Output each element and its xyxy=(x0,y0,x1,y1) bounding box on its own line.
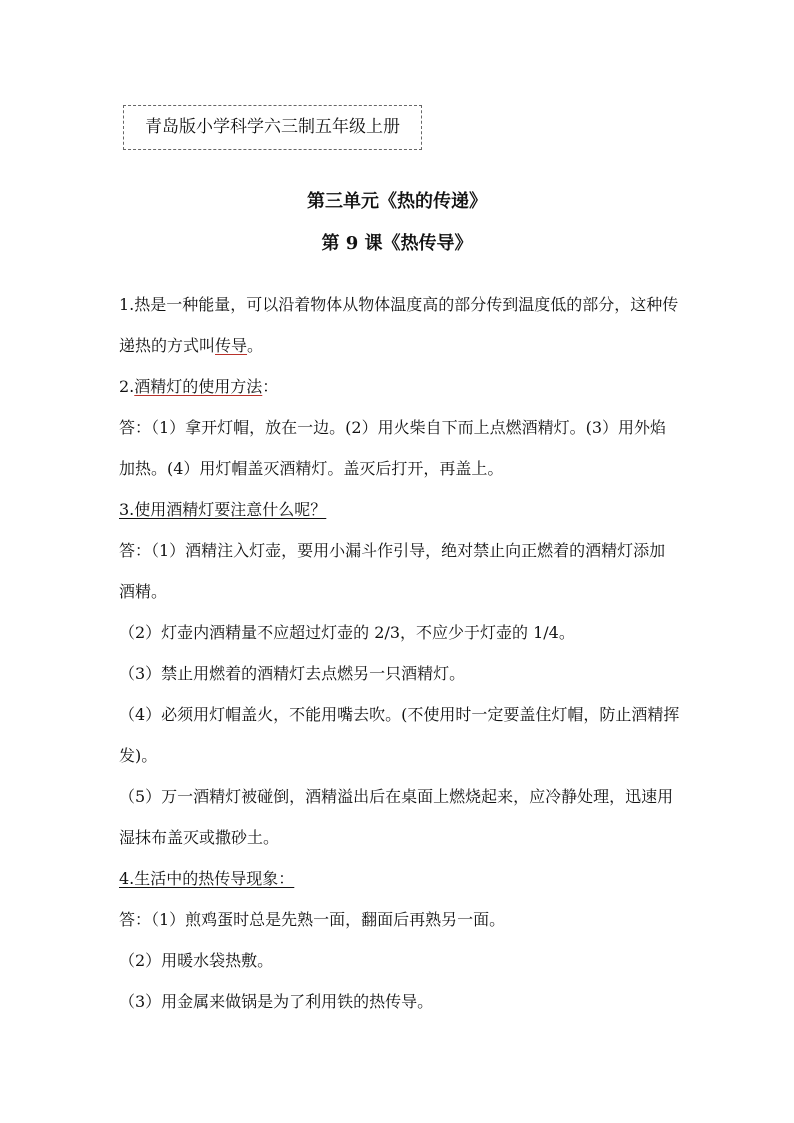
q4-answer-line: （3）用金属来做锅是为了利用铁的热传导。 xyxy=(119,992,434,1011)
q4-question-line xyxy=(119,858,679,899)
q4-answer-line: （2）用暖水袋热敷。 xyxy=(119,951,274,970)
q4-question: 4.生活中的热传导现象： xyxy=(119,869,295,888)
q3-answer-line: 湿抹布盖灭或撒砂土。 xyxy=(119,828,280,847)
q3-question-line xyxy=(119,489,679,530)
q2-question: 酒精灯的使用方法 xyxy=(134,377,263,396)
q1-line-1: 1.热是一种能量，可以沿着物体从物体温度高的部分传到温度低的部分，这种传 xyxy=(119,295,679,314)
q3-answer-line: （3）禁止用燃着的酒精灯去点燃另一只酒精灯。 xyxy=(119,664,466,683)
q3-answer-line: 发)。 xyxy=(119,746,158,765)
q1-answer: 传导 xyxy=(215,336,248,355)
document-body xyxy=(119,284,679,1022)
q2-answer-line-2: 加热。(4）用灯帽盖灭酒精灯。盖灭后打开，再盖上。 xyxy=(119,459,504,478)
q2-answer-line-1: 答：（1）拿开灯帽，放在一边。(2）用火柴自下而上点燃酒精灯。(3）用外焰 xyxy=(119,418,667,437)
q3-answer-line: 酒精。 xyxy=(119,582,168,601)
q1-suffix: 。 xyxy=(247,336,264,355)
q2-colon: ： xyxy=(262,377,279,396)
q4-answer-line: 答：（1）煎鸡蛋时总是先熟一面，翻面后再熟另一面。 xyxy=(119,910,506,929)
header-badge: 青岛版小学科学六三制五年级上册 xyxy=(123,105,422,150)
q3-answer-line: （5）万一酒精灯被碰倒，酒精溢出后在桌面上燃烧起来，应冷静处理，迅速用 xyxy=(119,787,674,806)
lesson-title: 第 9 课《热传导》 xyxy=(321,233,473,254)
q3-question: 3.使用酒精灯要注意什么呢？ xyxy=(119,500,327,519)
q2-question-line xyxy=(119,366,679,407)
q1-line-2 xyxy=(119,325,679,366)
q3-answer-line: （4）必须用灯帽盖火，不能用嘴去吹。(不使用时一定要盖住灯帽，防止酒精挥 xyxy=(119,705,679,724)
q3-answer-line: 答：（1）酒精注入灯壶，要用小漏斗作引导，绝对禁止向正燃着的酒精灯添加 xyxy=(119,541,666,560)
q1-prefix: 递热的方式叫 xyxy=(119,336,216,355)
unit-title: 第三单元《热的传递》 xyxy=(307,191,487,212)
q3-answer-line: （2）灯壶内酒精量不应超过灯壶的 2/3，不应少于灯壶的 1/4。 xyxy=(119,623,575,642)
q2-number: 2. xyxy=(119,377,135,396)
